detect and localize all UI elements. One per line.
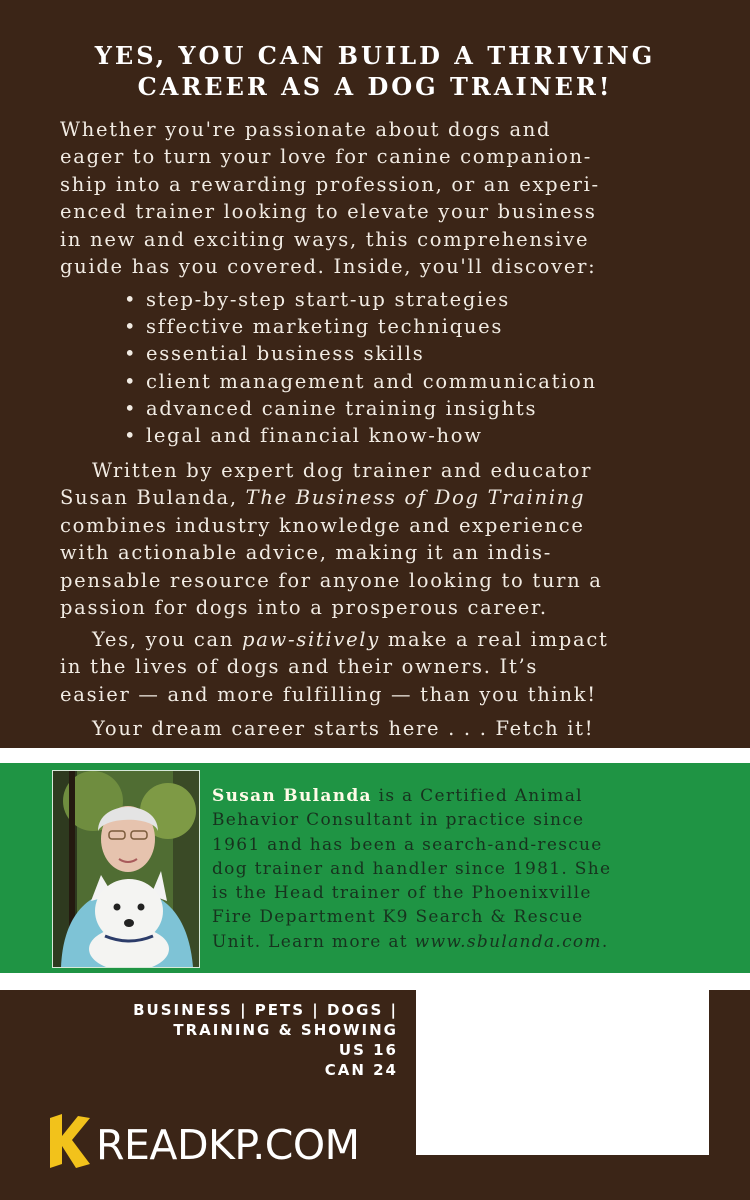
list-item-text: legal and financial know-how	[146, 424, 483, 448]
impact-line: easier — and more fulfilling — than you think!	[60, 682, 597, 706]
list-item-text: step-by-step start-up strategies	[146, 288, 510, 311]
publisher-url: READKP.COM	[96, 1121, 360, 1169]
headline	[0, 40, 750, 102]
category-line: TRAINING & SHOWING	[173, 1021, 398, 1039]
intro-line: eager to turn your love for canine companion-	[60, 145, 593, 169]
text: Written by expert dog trainer and educator	[92, 459, 593, 482]
text: paw-sitively	[242, 628, 380, 651]
bio-line: 1961 and has been a search-and-rescue	[212, 834, 603, 855]
feature-list	[124, 286, 724, 449]
category-block	[100, 1000, 398, 1080]
text: .	[601, 931, 609, 952]
price-can: CAN 24	[324, 1061, 398, 1079]
text: make a real impact	[379, 628, 609, 651]
text: Your dream career starts here . . . Fetch it!	[92, 717, 595, 740]
divider	[0, 748, 750, 763]
author-line: passion for dogs into a prosperous career.	[60, 596, 548, 620]
author-name: Susan Bulanda	[212, 786, 372, 806]
price-us: US 16	[338, 1041, 398, 1059]
bio-line: Fire Department K9 Search & Rescue	[212, 907, 584, 928]
intro-line: guide has you covered. Inside, you'll discover:	[60, 255, 597, 279]
list-item: • client management and communication	[124, 369, 597, 393]
text: Susan Bulanda,	[60, 486, 246, 510]
intro-line: Whether you're passionate about dogs and	[60, 118, 552, 141]
list-item-text: essential business skills	[146, 342, 425, 366]
bio-line	[212, 784, 712, 808]
headline-line2: CAREER AS A DOG TRAINER!	[137, 72, 613, 101]
author-line: combines industry knowledge and experience	[60, 513, 585, 537]
list-item: • sffective marketing techniques	[124, 315, 504, 339]
bio-line: Behavior Consultant in practice since	[212, 810, 585, 831]
list-item: • essential business skills	[124, 342, 425, 366]
author-paragraph	[60, 457, 700, 621]
k-logo-icon	[44, 1110, 94, 1170]
impact-paragraph	[60, 626, 700, 708]
text: Unit. Learn more at	[212, 931, 415, 952]
closing-line	[60, 715, 700, 742]
intro-line: ship into a rewarding profession, or an experi-	[60, 172, 600, 196]
author-line	[60, 457, 700, 484]
impact-line: in the lives of dogs and their owners. It’s	[60, 655, 539, 679]
list-item: • legal and financial know-how	[124, 424, 483, 448]
text: is a Certified Animal	[371, 786, 583, 806]
impact-line	[60, 626, 700, 653]
category-line: BUSINESS | PETS | DOGS |	[133, 1001, 398, 1019]
list-item-text: advanced canine training insights	[146, 396, 538, 420]
intro-line: enced trainer looking to elevate your business	[60, 200, 597, 224]
author-line	[60, 484, 700, 511]
intro-paragraph	[60, 116, 700, 280]
bio-line: dog trainer and handler since 1981. She	[212, 858, 612, 879]
list-item: • step-by-step start-up strategies	[124, 288, 510, 311]
author-photo	[52, 770, 200, 968]
author-photo-image	[53, 771, 199, 967]
bio-line: is the Head trainer of the Phoenixville	[212, 883, 592, 904]
list-item: • advanced canine training insights	[124, 396, 538, 420]
book-title: The Business of Dog Training	[245, 486, 586, 510]
list-item-text: client management and communication	[146, 369, 597, 393]
headline-line1: YES, YOU CAN BUILD A THRIVING	[94, 41, 656, 70]
list-item-text: sffective marketing techniques	[146, 315, 504, 339]
divider	[0, 973, 750, 990]
author-bio	[212, 784, 712, 954]
author-line: with actionable advice, making it an indis-	[60, 541, 553, 565]
barcode-area	[416, 990, 709, 1155]
text: Yes, you can	[92, 628, 243, 651]
intro-line: in new and exciting ways, this comprehensive	[60, 227, 590, 251]
publisher-logo[interactable]	[44, 1106, 360, 1170]
author-line: pensable resource for anyone looking to turn a	[60, 568, 603, 592]
bio-line	[212, 930, 712, 954]
website-link[interactable]: www.sbulanda.com	[414, 931, 602, 952]
